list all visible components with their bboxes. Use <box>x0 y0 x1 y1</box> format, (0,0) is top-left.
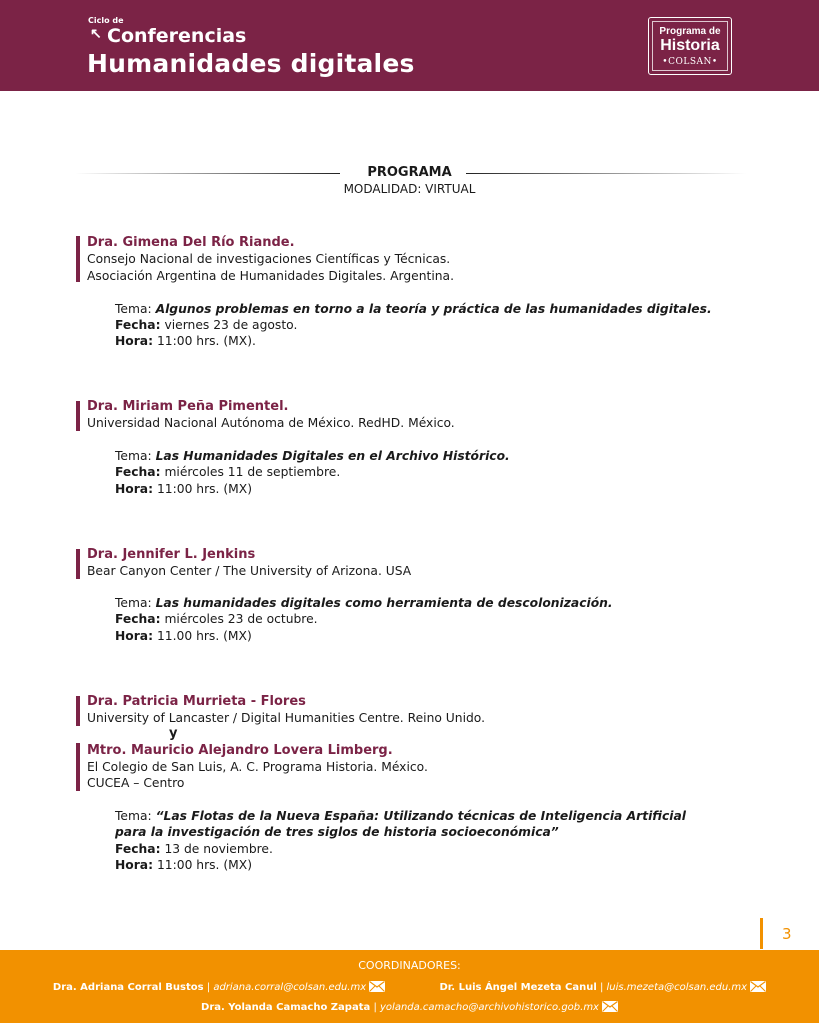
tema-label: Tema: <box>115 449 152 463</box>
coordinators-heading: COORDINADORES: <box>358 959 461 972</box>
co-speaker-affiliation: El Colegio de San Luis, A. C. Programa Historia. México. <box>87 760 428 774</box>
talk-date-text: miércoles 11 de septiembre. <box>164 465 341 479</box>
talk-time-text: 11:00 hrs. (MX) <box>156 482 253 496</box>
coordinators-row-2 <box>0 1001 819 1013</box>
talk-date-text: miércoles 23 de octubre. <box>164 612 318 626</box>
speaker-name: Dra. Miriam Peña Pimentel. <box>87 399 289 414</box>
talk-topic-text: “Las Flotas de la Nueva España: Utilizando técnicas de Inteligencia Artificial <box>155 809 687 823</box>
coordinator-name: Dra. Yolanda Camacho Zapata <box>201 1002 371 1013</box>
speaker-name: Dra. Jennifer L. Jenkins <box>87 547 256 562</box>
tema-label: Tema: <box>115 302 152 316</box>
fecha-label: Fecha: <box>115 842 161 856</box>
talk-topic <box>115 809 686 823</box>
talk-time-text: 11:00 hrs. (MX). <box>156 334 256 348</box>
speaker-accent-bar <box>76 743 80 791</box>
separator: | <box>599 982 604 993</box>
speaker-accent-bar <box>76 696 80 726</box>
talk-time-text: 11.00 hrs. (MX) <box>156 629 252 643</box>
talk-topic-text: Las humanidades digitales como herramienta de descolonización. <box>155 596 613 610</box>
coordinator-email-link[interactable]: luis.mezeta@colsan.edu.mx <box>606 982 748 993</box>
talk-time <box>115 334 256 348</box>
speaker-accent-bar <box>76 236 80 282</box>
talk-time-text: 11:00 hrs. (MX) <box>156 858 253 872</box>
fecha-label: Fecha: <box>115 318 161 332</box>
coordinator-name: Dra. Adriana Corral Bustos <box>52 982 204 993</box>
speaker-affiliation: Consejo Nacional de investigaciones Científicas y Técnicas. <box>87 252 451 266</box>
talk-topic <box>115 596 613 610</box>
speaker-accent-bar <box>76 401 80 431</box>
hora-label: Hora: <box>115 482 154 496</box>
envelope-icon[interactable] <box>369 981 385 992</box>
talk-topic-text: Algunos problemas en torno a la teoría y práctica de las humanidades digitales. <box>155 302 712 316</box>
tema-label: Tema: <box>115 596 152 610</box>
talk-date-text: viernes 23 de agosto. <box>164 318 298 332</box>
speaker-affiliation: Universidad Nacional Autónoma de México. RedHD. México. <box>87 416 455 430</box>
programa-historia-logo <box>648 17 732 75</box>
speaker-affiliation: University of Lancaster / Digital Humanities Centre. Reino Unido. <box>87 711 486 725</box>
co-speaker-name: Mtro. Mauricio Alejandro Lovera Limberg. <box>87 743 393 758</box>
speaker-name: Dra. Patricia Murrieta - Flores <box>87 694 306 709</box>
page-title: Humanidades digitales <box>87 49 415 78</box>
coordinators-row-1 <box>0 981 819 993</box>
speaker-affiliation: Bear Canyon Center / The University of Arizona. USA <box>87 564 412 578</box>
coordinator-email-link[interactable]: yolanda.camacho@archivohistorico.gob.mx <box>380 1002 599 1013</box>
separator: | <box>206 982 211 993</box>
envelope-icon[interactable] <box>750 981 766 992</box>
talk-topic-text: Las Humanidades Digitales en el Archivo Histórico. <box>155 449 510 463</box>
talk-date <box>115 842 273 856</box>
talk-time <box>115 482 252 496</box>
series-label-small: Ciclo de <box>88 16 124 25</box>
programa-heading: PROGRAMA <box>367 165 452 180</box>
talk-date-text: 13 de noviembre. <box>164 842 273 856</box>
fecha-label: Fecha: <box>115 612 161 626</box>
hora-label: Hora: <box>115 334 154 348</box>
logo-line-2: Historia <box>660 37 720 54</box>
page-number: 3 <box>782 925 792 943</box>
page-number-bar <box>760 918 763 949</box>
talk-date <box>115 612 318 626</box>
modalidad-label: MODALIDAD: VIRTUAL <box>343 182 476 196</box>
hora-label: Hora: <box>115 629 154 643</box>
talk-date <box>115 465 340 479</box>
header-banner <box>0 0 819 91</box>
series-label: Conferencias <box>107 25 247 47</box>
arrow-icon: ↖ <box>90 25 102 41</box>
talk-topic-text-2: para la investigación de tres siglos de historia socioeconómica” <box>115 825 559 839</box>
logo-line-3: •COLSAN• <box>662 57 718 67</box>
conjunction-label: y <box>169 726 178 741</box>
coordinator-name: Dr. Luis Ángel Mezeta Canul <box>439 982 597 993</box>
coordinator-email-link[interactable]: adriana.corral@colsan.edu.mx <box>213 982 367 993</box>
logo-line-1: Programa de <box>659 26 721 37</box>
speaker-name: Dra. Gimena Del Río Riande. <box>87 235 295 250</box>
separator: | <box>373 1002 377 1013</box>
talk-time <box>115 858 252 872</box>
fecha-label: Fecha: <box>115 465 161 479</box>
talk-date <box>115 318 297 332</box>
talk-time <box>115 629 252 643</box>
talk-topic <box>115 449 510 463</box>
co-speaker-affiliation: CUCEA – Centro <box>87 776 185 790</box>
speaker-affiliation: Asociación Argentina de Humanidades Digitales. Argentina. <box>87 269 454 283</box>
talk-topic <box>115 302 712 316</box>
tema-label: Tema: <box>115 809 152 823</box>
hora-label: Hora: <box>115 858 154 872</box>
envelope-icon[interactable] <box>602 1001 618 1012</box>
footer <box>0 950 819 1023</box>
talk-topic-continued <box>115 825 559 839</box>
speaker-accent-bar <box>76 549 80 579</box>
